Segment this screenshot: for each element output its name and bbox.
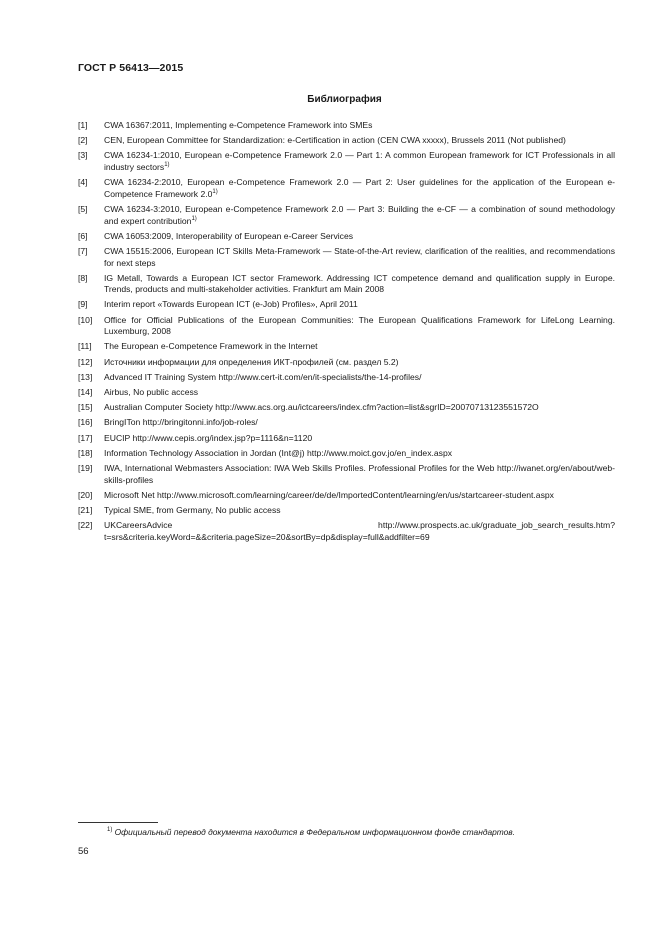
entry-number: [3]	[78, 150, 88, 161]
bibliography-entry	[78, 299, 615, 311]
entry-body	[104, 315, 615, 338]
entry-text: Microsoft Net http://www.microsoft.com/learning/career/de/de/ImportedContent/learning/en/us/startcareer-student.aspx	[104, 489, 554, 500]
entry-number: [4]	[78, 177, 88, 188]
entry-text: Advanced IT Training System http://www.cert-it.com/en/it-specialists/the-14-profiles/	[104, 371, 422, 382]
entry-text: Airbus, No public access	[104, 387, 199, 397]
entry-text: IG Metall, Towards a European ICT sector Framework. Addressing ICT competence demand and qualification supply in Europe. Trends, products and multi-stakeholder activities. Frankfurt am Main 2008	[104, 272, 615, 295]
entry-body	[104, 246, 615, 269]
bibliography-entry	[78, 135, 615, 147]
bibliography-entry	[78, 231, 615, 243]
entry-text: Interim report «Towards European ICT (e-Job) Profiles», April 2011	[104, 299, 358, 310]
entry-number: [2]	[78, 135, 88, 146]
entry-text: Typical SME, from Germany, No public access	[104, 504, 281, 515]
footnote-reference: 1)	[191, 215, 197, 222]
bibliography-entry	[78, 273, 615, 296]
entry-text: Australian Computer Society http://www.acs.org.au/ictcareers/index.cfm?action=list&sgrID=20070713123551572O	[104, 402, 539, 413]
entry-text: CEN, European Committee for Standardization: e-Certification in action (CEN CWA xxxxx), Brussels 2011 (Not published)	[104, 135, 566, 146]
bibliography-list	[78, 120, 615, 547]
entry-text: The European e-Competence Framework in the Internet	[104, 341, 318, 352]
entry-number: [7]	[78, 245, 88, 256]
entry-number: [22]	[78, 520, 93, 531]
entry-number: [16]	[78, 417, 93, 428]
entry-text: BringITon http://bringitonni.info/job-roles/	[104, 417, 258, 428]
entry-body	[104, 387, 615, 399]
document-header: ГОСТ Р 56413—2015	[78, 62, 184, 74]
entry-number: [5]	[78, 203, 88, 214]
entry-body	[104, 402, 615, 414]
bibliography-entry	[78, 177, 615, 200]
entry-body	[104, 120, 615, 132]
bibliography-title: Библиография	[307, 94, 382, 105]
entry-text: CWA 15515:2006, European ICT Skills Meta-Framework — State-of-the-Art review, clarification of the realities, and recommendations for next steps	[104, 245, 615, 268]
entry-body	[104, 273, 615, 296]
footnote	[107, 827, 515, 837]
entry-text: CWA 16234-1:2010, European e-Competence Framework 2.0 — Part 1: A common European framework for ICT Professionals in all industry sectors	[104, 150, 615, 172]
entry-body	[104, 135, 615, 147]
entry-body	[104, 150, 615, 173]
entry-body	[104, 417, 615, 429]
entry-number: [9]	[78, 299, 88, 310]
bibliography-entry	[78, 448, 615, 460]
entry-text: Information Technology Association in Jordan (Int@j) http://www.moict.gov.jo/en_index.aspx	[104, 447, 453, 458]
entry-body	[104, 341, 615, 353]
bibliography-entry	[78, 150, 615, 173]
entry-number: [15]	[78, 402, 93, 413]
bibliography-entry	[78, 520, 615, 543]
entry-text: CWA 16234-3:2010, European e-Competence Framework 2.0 — Part 3: Building the e-CF — a combination of sound methodology and expert contribution	[104, 203, 615, 226]
entry-number: [8]	[78, 272, 88, 283]
entry-number: [1]	[78, 120, 88, 130]
entry-number: [6]	[78, 230, 88, 241]
footnote-marker: 1)	[107, 827, 113, 834]
entry-body	[104, 204, 615, 227]
entry-body	[104, 372, 615, 384]
footnote-reference: 1)	[212, 188, 218, 195]
footnote-reference: 1)	[164, 162, 170, 169]
bibliography-entry	[78, 341, 615, 353]
entry-text: CWA 16234-2:2010, European e-Competence Framework 2.0 — Part 2: User guidelines for the application of the European e-Competence Framework 2.0	[104, 177, 615, 199]
entry-number: [14]	[78, 387, 93, 397]
entry-body	[104, 357, 615, 369]
entry-body	[104, 448, 615, 460]
entry-text: Office for Official Publications of the European Communities: The European Qualifications Framework for LifeLong Learning. Luxemburg, 2008	[104, 314, 615, 337]
bibliography-entry	[78, 490, 615, 502]
bibliography-entry	[78, 372, 615, 384]
entry-number: [13]	[78, 371, 93, 382]
entry-body	[104, 463, 615, 486]
entry-text: Источники информации для определения ИКТ-профилей (см. раздел 5.2)	[104, 356, 399, 367]
bibliography-entry	[78, 357, 615, 369]
footnote-text: Официальный перевод документа находится в Федеральном информационном фонде стандартов.	[114, 827, 516, 837]
page-number: 56	[78, 846, 89, 857]
entry-number: [11]	[78, 341, 92, 352]
entry-body	[104, 299, 615, 311]
bibliography-entry	[78, 387, 615, 399]
entry-body	[104, 433, 615, 445]
bibliography-entry	[78, 246, 615, 269]
entry-number: [12]	[78, 356, 93, 367]
bibliography-entry	[78, 505, 615, 517]
entry-number: [18]	[78, 447, 93, 458]
entry-text: CWA 16053:2009, Interoperability of European e-Career Services	[104, 230, 354, 241]
entry-body	[104, 505, 615, 517]
entry-number: [10]	[78, 314, 93, 325]
entry-text: EUCIP http://www.cepis.org/index.jsp?p=1116&n=1120	[104, 432, 313, 443]
entry-text: IWA, International Webmasters Association: IWA Web Skills Profiles. Professional Profiles for the Web http://iwanet.org/en/about/web-skills-profiles	[104, 462, 615, 485]
entry-text: UKCareersAdvice http://www.prospects.ac.uk/graduate_job_search_results.htm?t=srs&criteria.keyWord=&&criteria.pageSize=20&sortBy=dp&display=full&addfilter=69	[104, 520, 615, 542]
entry-number: [17]	[78, 432, 93, 443]
bibliography-entry	[78, 120, 615, 132]
entry-number: [19]	[78, 462, 93, 473]
entry-number: [21]	[78, 504, 93, 515]
bibliography-entry	[78, 204, 615, 227]
entry-body	[104, 177, 615, 200]
entry-number: [20]	[78, 489, 93, 500]
bibliography-entry	[78, 402, 615, 414]
bibliography-entry	[78, 417, 615, 429]
entry-body	[104, 490, 615, 502]
bibliography-entry	[78, 315, 615, 338]
bibliography-entry	[78, 463, 615, 486]
bibliography-entry	[78, 433, 615, 445]
entry-body	[104, 231, 615, 243]
entry-text: CWA 16367:2011, Implementing e-Competence Framework into SMEs	[104, 120, 373, 130]
entry-body	[104, 520, 615, 543]
footnote-divider	[78, 822, 158, 823]
